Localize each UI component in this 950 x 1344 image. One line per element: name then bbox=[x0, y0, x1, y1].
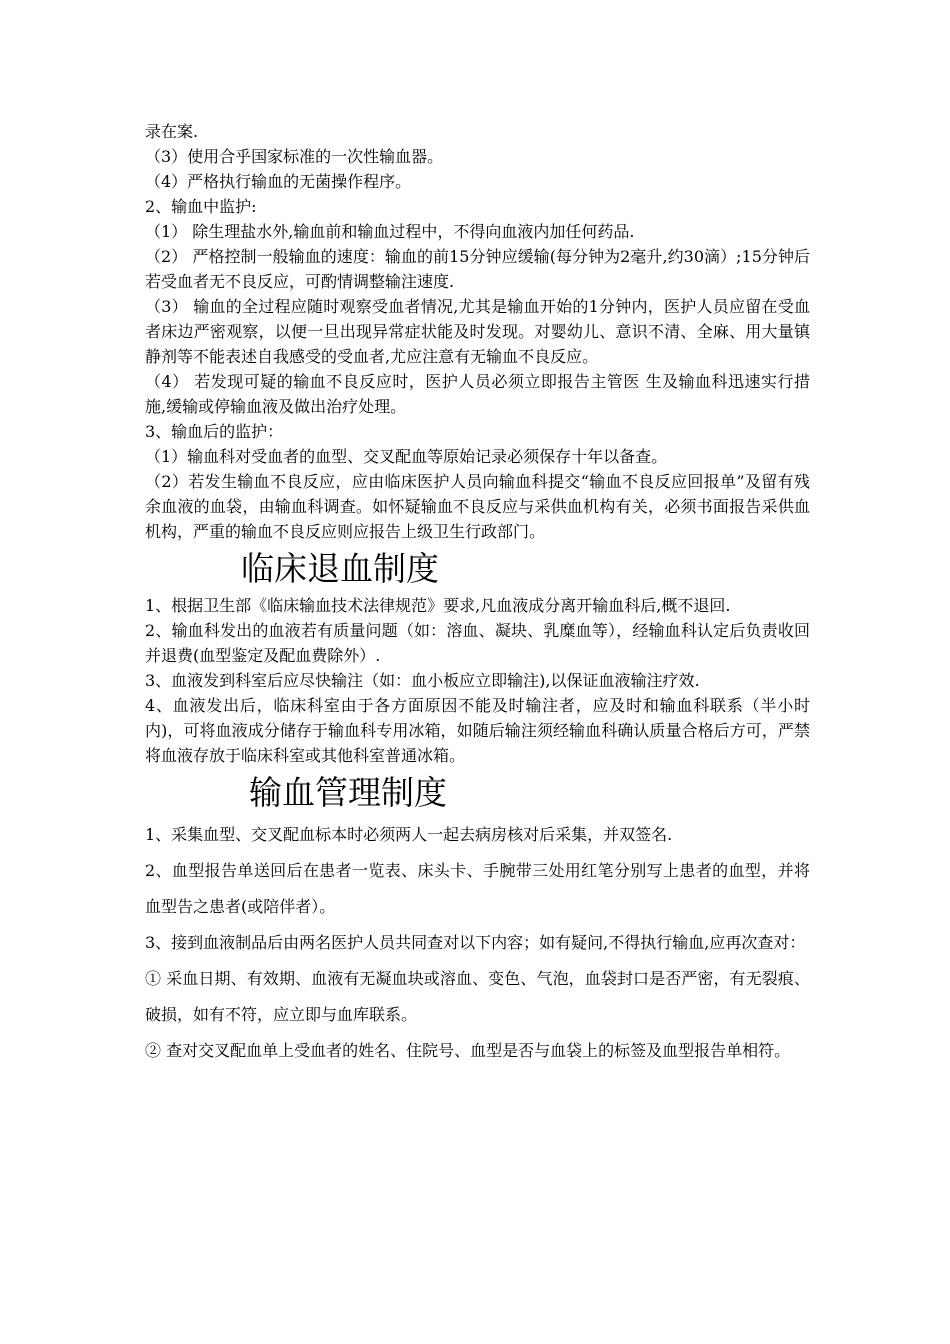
paragraph: （2）若发生输血不良反应，应由临床医护人员向输血科提交“输血不良反应回报单”及留有残余血液的血袋，由输血科调查。如怀疑输血不良反应与采供血机构有关，必须书面报告采供血机构，严重的输血不良反应则应报告上级卫生行政部门。 bbox=[145, 472, 810, 541]
paragraph: （3） 输血的全过程应随时观察受血者情况,尤其是输血开始的1分钟内，医护人员应留在受血者床边严密观察，以便一旦出现异常症状能及时发现。对婴幼儿、意识不清、全麻、用大量镇静剂等不能表述自我感受的受血者,尤应注意有无输血不良反应。 bbox=[145, 297, 810, 366]
paragraph: （1） 除生理盐水外,输血前和输血过程中，不得向血液内加任何药品. bbox=[145, 222, 635, 241]
paragraph: ② 查对交叉配血单上受血者的姓名、住院号、血型是否与血袋上的标签及血型报告单相符。 bbox=[145, 1041, 791, 1060]
section-title: 临床退血制度 bbox=[241, 549, 439, 588]
paragraph: （3）使用合乎国家标准的一次性输血器。 bbox=[145, 147, 444, 166]
paragraph: 3、血液发到科室后应尽快输注（如：血小板应立即输注),以保证血液输注疗效. bbox=[145, 671, 700, 690]
paragraph: 1、采集血型、交叉配血标本时必须两人一起去病房核对后采集，并双签名. bbox=[145, 825, 673, 844]
paragraph: 2、输血中监护: bbox=[145, 197, 257, 216]
paragraph: 录在案. bbox=[145, 122, 199, 141]
section-blood-return-policy bbox=[145, 549, 810, 768]
section-title: 输血管理制度 bbox=[249, 773, 447, 812]
paragraph: （4） 若发现可疑的输血不良反应时，医护人员必须立即报告主管医 生及输血科迅速实行措施,缓输或停输血液及做出治疗处理。 bbox=[145, 372, 810, 416]
paragraph: ① 采血日期、有效期、血液有无凝血块或溶血、变色、气泡，血袋封口是否严密，有无裂痕、破损，如有不符，应立即与血库联系。 bbox=[145, 969, 810, 1024]
document-body bbox=[145, 119, 810, 1069]
paragraph: （4）严格执行输血的无菌操作程序。 bbox=[145, 172, 412, 191]
paragraph: 3、接到血液制品后由两名医护人员共同查对以下内容；如有疑问,不得执行输血,应再次查对： bbox=[145, 933, 806, 952]
paragraph: （1）输血科对受血者的血型、交叉配血等原始记录必须保存十年以备查。 bbox=[145, 447, 668, 466]
section-transfusion-monitoring bbox=[145, 119, 810, 544]
section-transfusion-management bbox=[145, 773, 810, 1069]
paragraph: 3、输血后的监护： bbox=[145, 422, 284, 441]
paragraph: 2、输血科发出的血液若有质量问题（如：溶血、凝块、乳糜血等），经输血科认定后负责收回并退费(血型鉴定及配血费除外）. bbox=[145, 621, 810, 665]
paragraph: 2、血型报告单送回后在患者一览表、床头卡、手腕带三处用红笔分别写上患者的血型，并将血型告之患者(或陪伴者）。 bbox=[145, 861, 810, 916]
paragraph: 1、根据卫生部《临床输血技术法律规范》要求,凡血液成分离开输血科后,概不退回. bbox=[145, 596, 731, 615]
paragraph: 4、血液发出后，临床科室由于各方面原因不能及时输注者，应及时和输血科联系（半小时内)，可将血液成分储存于输血科专用冰箱，如随后输注须经输血科确认质量合格后方可，严禁将血液存放于临床科室或其他科室普通冰箱。 bbox=[145, 696, 810, 765]
paragraph: （2） 严格控制一般输血的速度：输血的前15分钟应缓输(每分钟为2毫升,约30滴）;15分钟后若受血者无不良反应，可酌情调整输注速度. bbox=[145, 247, 810, 291]
